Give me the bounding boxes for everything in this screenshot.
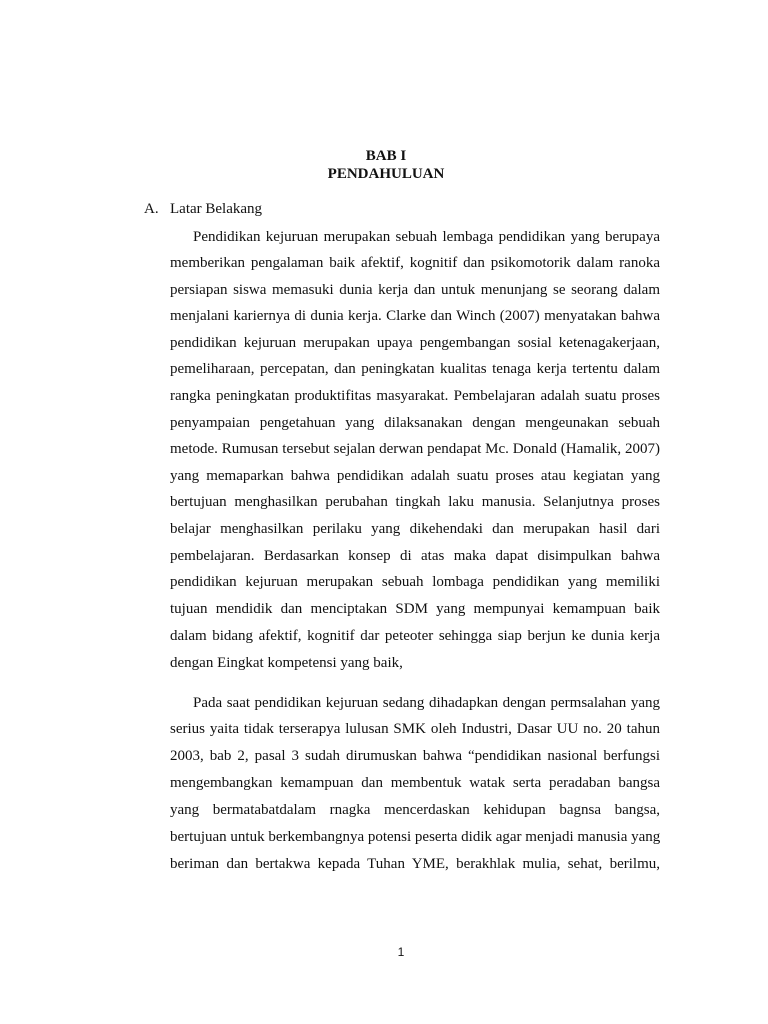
chapter-number: BAB I — [365, 148, 407, 164]
page-number: 1 — [397, 945, 405, 959]
section-letter: A. — [144, 201, 159, 217]
paragraph-line: yang bermatabatdalam rnagka mencerdaskan kehidupan bagnsa bangsa, — [170, 802, 660, 818]
paragraph-line: persiapan siswa memasuki dunia kerja dan untuk menunjang se seorang dalam — [170, 282, 660, 298]
paragraph-line: penyampaian pengetahuan yang dilaksanakan dengan mengeunakan sebuah — [170, 415, 660, 431]
paragraph-line: beriman dan bertakwa kepada Tuhan YME, berakhlak mulia, sehat, berilmu, — [170, 856, 660, 872]
paragraph-line: pembelajaran. Berdasarkan konsep di atas maka dapat disimpulkan bahwa — [170, 548, 660, 564]
paragraph-line: rangka peningkatan produktifitas masyarakat. Pembelajaran adalah suatu proses — [170, 388, 660, 404]
chapter-title: PENDAHULUAN — [327, 166, 445, 182]
paragraph-line: dengan Eingkat kompetensi yang baik, — [170, 655, 403, 671]
paragraph-line: pendidikan kejuruan merupakan upaya pengembangan sosial ketenagakerjaan, — [170, 335, 660, 351]
paragraph-line: dalam bidang afektif, kognitif dar peteoter sehingga siap berjun ke dunia kerja — [170, 628, 660, 644]
paragraph-line: tujuan mendidik dan menciptakan SDM yang mempunyai kemampuan baik — [170, 601, 660, 617]
paragraph-line: pendidikan kejuruan merupakan sebuah lombaga pendidikan yang memiliki — [170, 574, 660, 590]
paragraph-line: menjalani kariernya di dunia kerja. Clarke dan Winch (2007) menyatakan bahwa — [170, 308, 660, 324]
paragraph-line: metode. Rumusan tersebut sejalan derwan pendapat Mc. Donald (Hamalik, 2007) — [170, 441, 660, 457]
paragraph-line: Pada saat pendidikan kejuruan sedang dihadapkan dengan permsalahan yang — [193, 695, 660, 711]
paragraph-line: 2003, bab 2, pasal 3 sudah dirumuskan bahwa “pendidikan nasional berfungsi — [170, 748, 660, 764]
paragraph-line: serius yaita tidak terserapya lulusan SMK oleh Industri, Dasar UU no. 20 tahun — [170, 721, 660, 737]
paragraph-line: bertujuan menghasilkan perubahan tingkah laku manusia. Selanjutnya proses — [170, 494, 660, 510]
paragraph-line: belajar menghasilkan perilaku yang dikehendaki dan merupakan hasil dari — [170, 521, 660, 537]
paragraph-line: bertujuan untuk berkembangnya potensi peserta didik agar menjadi manusia yang — [170, 829, 661, 845]
paragraph-line: mengembangkan kemampuan dan membentuk watak serta peradaban bangsa — [170, 775, 660, 791]
paragraph-line: memberikan pengalaman baik afektif, kognitif dan psikomotorik dalam ranoka — [170, 255, 660, 271]
section-title: Latar Belakang — [170, 201, 263, 217]
paragraph-line: pemeliharaan, percepatan, dan peningkatan kualitas tenaga kerja tertentu dalam — [170, 361, 660, 377]
section-heading — [144, 200, 262, 219]
paragraph-line: yang memaparkan bahwa pendidikan adalah suatu proses atau kegiatan yang — [170, 468, 660, 484]
paragraph-line: Pendidikan kejuruan merupakan sebuah lembaga pendidikan yang berupaya — [193, 229, 660, 245]
